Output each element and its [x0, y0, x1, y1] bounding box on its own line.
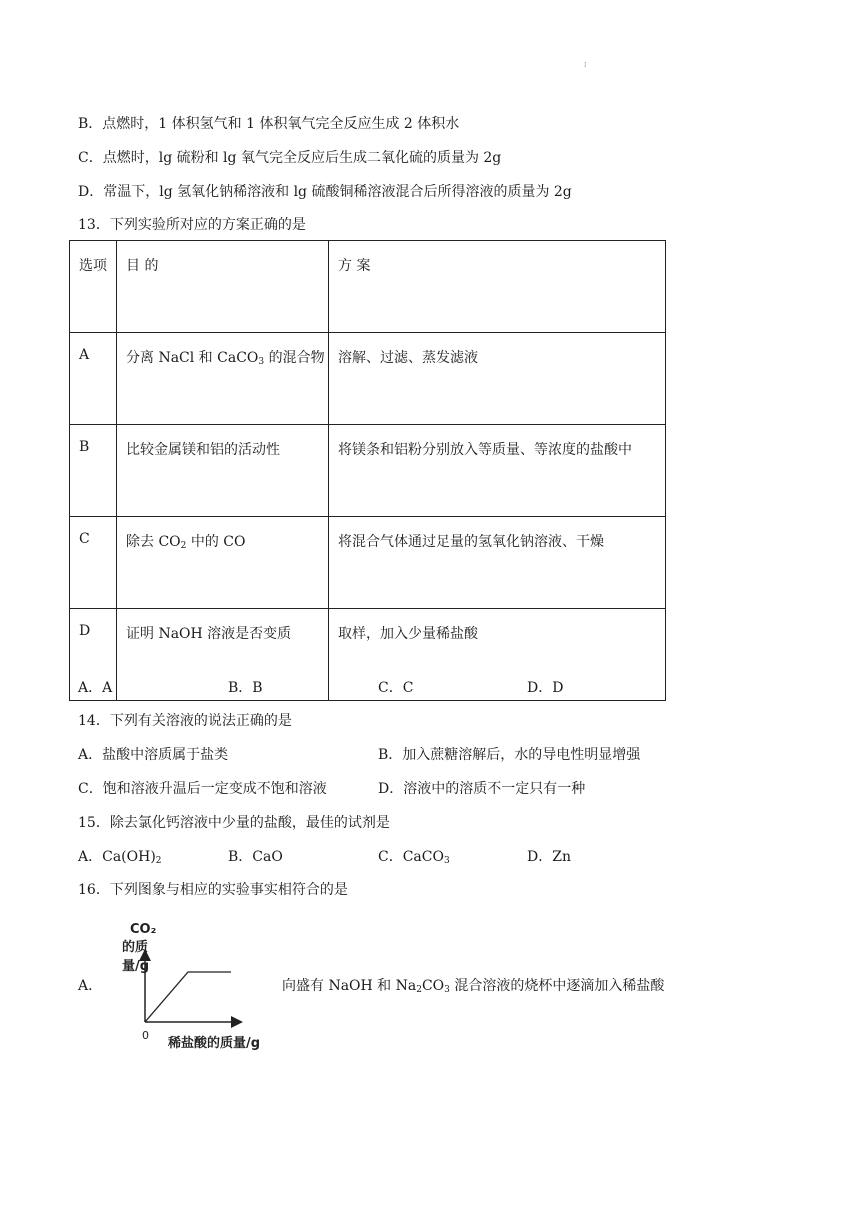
table-row: [70, 425, 666, 517]
q15-stem: 15．除去氯化钙溶液中少量的盐酸，最佳的试剂是: [78, 815, 390, 831]
q12-option-d: D．常温下，lg 氢氧化钠稀溶液和 lg 硫酸铜稀溶液混合后所得溶液的质量为 2g: [78, 184, 572, 200]
q14-option-d: D．溶液中的溶质不一定只有一种: [378, 781, 586, 797]
q14-stem: 14．下列有关溶液的说法正确的是: [78, 713, 292, 729]
row-goal: 除去 $CO_2$ 中的 CO: [117, 517, 329, 609]
header-option: 选项: [70, 241, 117, 333]
header-plan: 方 案: [329, 241, 666, 333]
table-row: [70, 333, 666, 425]
q13-stem: 13．下列实验所对应的方案正确的是: [78, 217, 306, 233]
row-goal: 分离 NaCl 和 CaCO$_3$ 的混合物: [117, 333, 329, 425]
y-axis-label-line3: 量/g: [122, 959, 150, 974]
q16-option-a-chart: [122, 920, 278, 1055]
origin-label: 0: [142, 1029, 149, 1042]
header-mark: I: [584, 62, 587, 69]
q12-option-b: B．点燃时，1 体积氢气和 1 体积氧气完全反应生成 2 体积水: [78, 116, 460, 132]
row-option: D: [70, 609, 117, 701]
row-option: B: [70, 425, 117, 517]
q15-choice-c: C．CaCO$_3$: [378, 849, 450, 866]
row-plan: 将混合气体通过足量的氢氧化钠溶液、干燥: [329, 517, 666, 609]
table-header-row: [70, 241, 666, 333]
q13-choice-b: B．B: [228, 680, 263, 696]
header-goal: 目 的: [117, 241, 329, 333]
q15-choice-b: B．CaO: [228, 849, 283, 865]
q13-choice-a: A．A: [78, 680, 113, 696]
row-plan: 取样，加入少量稀盐酸: [329, 609, 666, 701]
q14-option-a: A．盐酸中溶质属于盐类: [78, 747, 229, 763]
y-axis-label-line1: CO₂: [130, 922, 157, 937]
q15-choice-a: A．$Ca(OH)_2$: [78, 849, 162, 866]
q15-choice-d: D．Zn: [527, 849, 571, 865]
q13-options-table: [69, 240, 666, 701]
q14-option-c: C．饱和溶液升温后一定变成不饱和溶液: [78, 781, 327, 797]
y-axis-label-line2: 的质: [122, 940, 149, 955]
q16-option-a-description: 向盛有 NaOH 和 $Na_2CO_3$ 混合溶液的烧杯中逐滴加入稀盐酸: [282, 978, 665, 995]
table-row: [70, 517, 666, 609]
row-option: A: [70, 333, 117, 425]
q16-option-a-label: A．: [78, 978, 103, 994]
row-goal: 证明 NaOH 溶液是否变质: [117, 609, 329, 701]
row-plan: 溶解、过滤、蒸发滤液: [329, 333, 666, 425]
q14-option-b: B．加入蔗糖溶解后，水的导电性明显增强: [378, 747, 641, 763]
row-goal: 比较金属镁和铝的活动性: [117, 425, 329, 517]
x-axis-label: 稀盐酸的质量/g: [168, 1036, 261, 1051]
q16-stem: 16．下列图象与相应的实验事实相符合的是: [78, 882, 348, 898]
table-row: [70, 609, 666, 701]
q13-choice-c: C．C: [378, 680, 414, 696]
row-plan: 将镁条和铝粉分别放入等质量、等浓度的盐酸中: [329, 425, 666, 517]
q13-choice-d: D．D: [527, 680, 564, 696]
q12-option-c: C．点燃时，lg 硫粉和 lg 氧气完全反应后生成二氧化硫的质量为 2g: [78, 150, 502, 166]
series-line: [145, 972, 231, 1022]
row-option: C: [70, 517, 117, 609]
co2-mass-chart: [122, 920, 278, 1055]
